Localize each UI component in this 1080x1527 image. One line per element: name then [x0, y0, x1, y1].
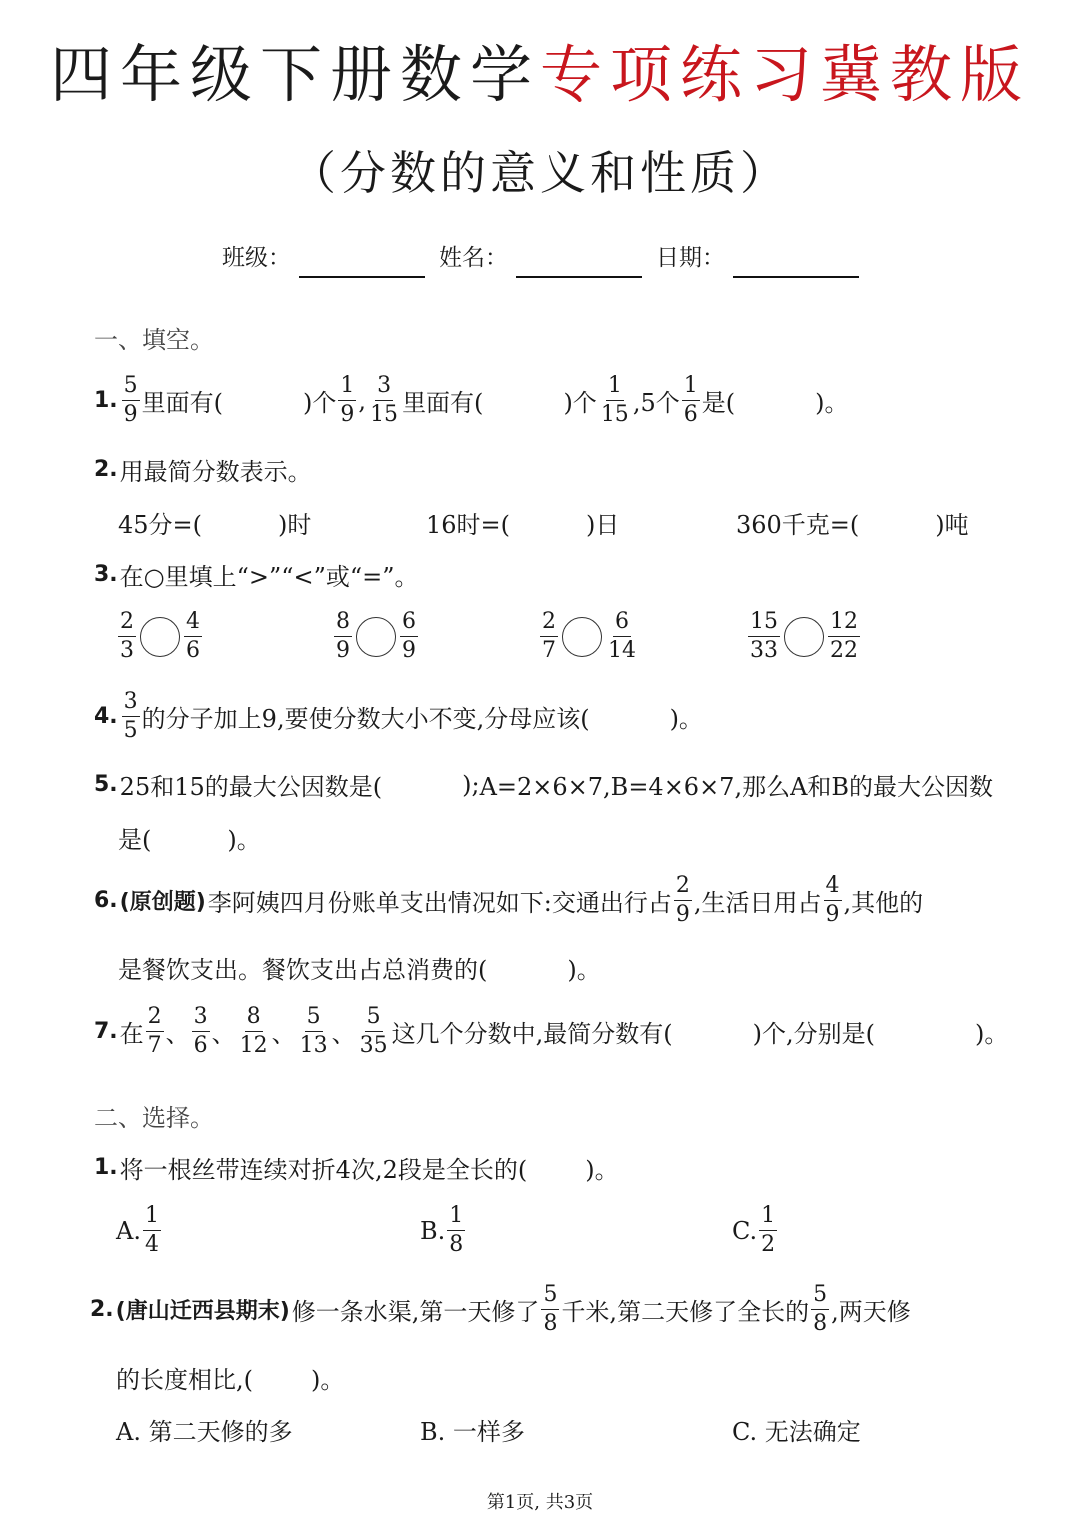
section-choice-title: 二、选择。 [94, 1104, 214, 1132]
class-field[interactable] [299, 248, 425, 278]
page-footer: 第1页, 共3页 [486, 1492, 594, 1513]
name-field[interactable] [516, 248, 642, 278]
page-title [0, 30, 1080, 120]
question-1-6-cont: 是餐饮支出。餐饮支出占总消费的( )。 [118, 956, 601, 984]
title-black: 四年级下册数学 [49, 38, 540, 111]
question-1-1: 1. $\frac{5}{9}$ 里面有( )个 $\frac{1}{9}$ , $\frac{3}{15}$ 里面有( )个 $\frac{1}{15}$ ,5个 $\frac{1}{6}$ 是( )。 [94, 373, 849, 427]
date-field[interactable] [733, 248, 859, 278]
fraction: $\frac{1}{6}$ [683, 373, 698, 427]
question-1-2-b: 16时=( )日 [426, 511, 620, 539]
question-1-5: 5. 25和15的最大公因数是( ); A=2×6×7,B=4×6×7,那么A和B的最大公因数 [94, 770, 994, 801]
question-1-2: 2. 用最简分数表示。 [94, 457, 312, 486]
option-a[interactable]: A. $\frac{1}{4}$ [116, 1203, 159, 1257]
option-c[interactable]: C. $\frac{1}{2}$ [732, 1203, 776, 1257]
compare-pair: $\frac{8}{9}$ $\frac{6}{9}$ [336, 609, 416, 663]
date-label: 日期： [656, 245, 725, 271]
question-1-2-c: 360千克=( )吨 [736, 511, 969, 539]
fraction: $\frac{1}{9}$ [340, 373, 355, 427]
question-2-1: 1. 将一根丝带连续对折4次,2段是全长的( )。 [94, 1155, 619, 1184]
name-label: 姓名： [439, 245, 508, 271]
question-1-4: 4. $\frac{3}{5}$ 的分子加上9,要使分数大小不变,分母应该( )。 [94, 689, 703, 743]
compare-circle[interactable] [140, 617, 180, 657]
page-subtitle: （分数的意义和性质） [290, 146, 790, 200]
question-2-2-cont: 的长度相比,( )。 [116, 1366, 345, 1394]
question-1-5-cont: 是( )。 [118, 826, 261, 854]
compare-circle[interactable] [356, 617, 396, 657]
compare-circle[interactable] [784, 617, 824, 657]
compare-pair: $\frac{2}{7}$ $\frac{6}{14}$ [542, 609, 636, 663]
compare-circle[interactable] [562, 617, 602, 657]
question-1-2-a: 45分=( )时 [118, 511, 312, 539]
question-1-6: 6. (原创题) 李阿姨四月份账单支出情况如下:交通出行占 $\frac{2}{9}$ ,生活日用占 $\frac{4}{9}$ ,其他的 [94, 873, 924, 927]
section-fill-blank-title: 一、填空。 [94, 326, 214, 354]
student-info [222, 238, 873, 278]
option-c[interactable]: C. 无法确定 [732, 1418, 861, 1446]
question-tag: (原创题) [119, 890, 206, 915]
fraction: $\frac{3}{15}$ [370, 373, 399, 427]
question-1-7: 7. 在 $\frac{2}{7}$ 、 $\frac{3}{6}$ 、 $\frac{8}{12}$ 、 $\frac{5}{13}$ 、 $\frac{5}{35}$ 这几个分数中,最简分数有( )个,分别是( )。 [94, 1004, 1009, 1058]
question-2-2: 2. (唐山迁西县期末) 修一条水渠,第一天修了 $\frac{5}{8}$ 千米,第二天修了全长的 $\frac{5}{8}$ ,两天修 [90, 1282, 911, 1336]
question-number: 1. [94, 388, 118, 413]
class-label: 班级： [222, 245, 291, 271]
option-b[interactable]: B. 一样多 [420, 1418, 525, 1446]
fraction: $\frac{1}{15}$ [600, 373, 629, 427]
question-tag: (唐山迁西县期末) [115, 1299, 290, 1324]
compare-pair: $\frac{15}{33}$ $\frac{12}{22}$ [750, 609, 858, 663]
title-red: 专项练习冀教版 [540, 38, 1031, 111]
question-1-3: 3. 在○里填上“>”“<”或“=”。 [94, 562, 419, 591]
compare-pair: $\frac{2}{3}$ $\frac{4}{6}$ [120, 609, 200, 663]
option-b[interactable]: B. $\frac{1}{8}$ [420, 1203, 464, 1257]
fraction: $\frac{5}{9}$ [123, 373, 138, 427]
option-a[interactable]: A. 第二天修的多 [116, 1418, 293, 1446]
